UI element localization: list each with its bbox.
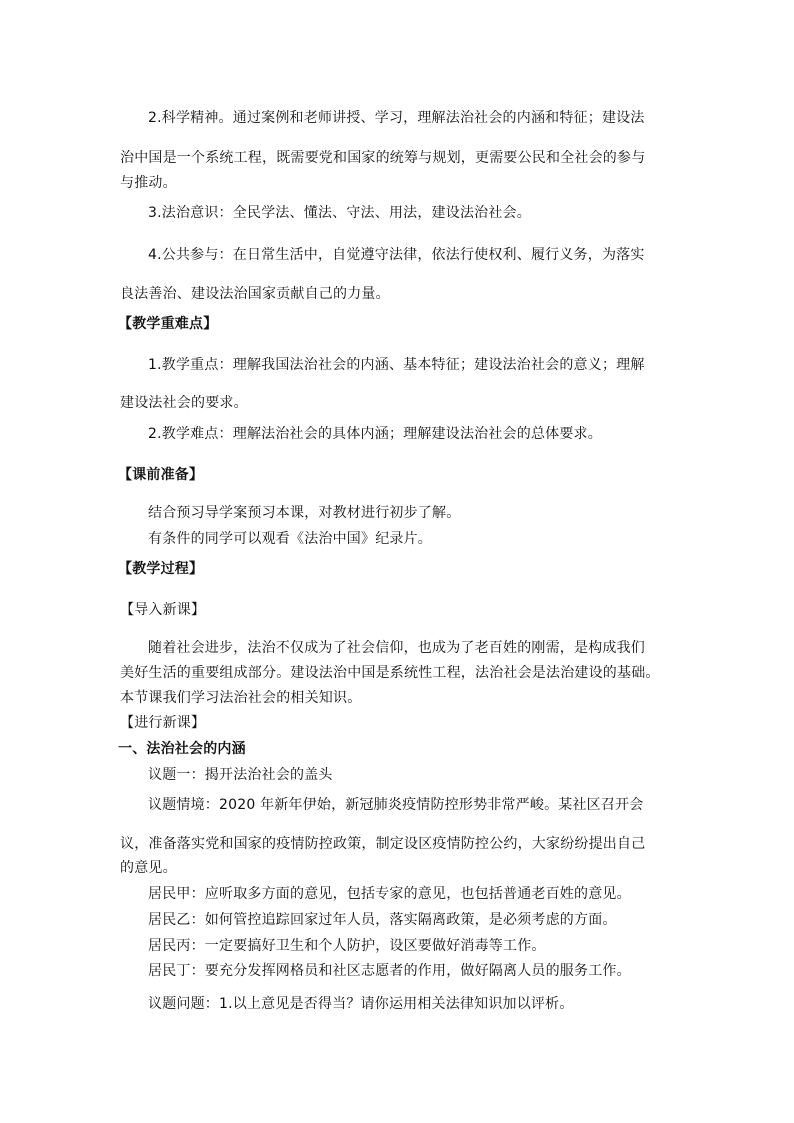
- text-line: 与推动。: [120, 175, 177, 191]
- text-line: 良法善治、建设法治国家贡献自己的力量。: [120, 286, 390, 302]
- text-line: 2.科学精神。通过案例和老师讲授、学习，理解法治社会的内涵和特征；建设法: [148, 110, 645, 126]
- text-line: 2.教学难点：理解法治社会的具体内涵；理解建设法治社会的总体要求。: [148, 426, 602, 442]
- section-heading: 【课前准备】: [118, 467, 204, 483]
- text-line: 居民甲：应听取多方面的意见，包括专家的意见，也包括普通老百姓的意见。: [148, 886, 631, 902]
- text-line: 有条件的同学可以观看《法治中国》纪录片。: [148, 531, 432, 547]
- section-heading: 【导入新课】: [120, 602, 206, 618]
- text-line: 美好生活的重要组成部分。建设法治中国是系统性工程，法治社会是法治建设的基础。: [120, 665, 660, 681]
- section-heading: 【教学重难点】: [118, 316, 218, 332]
- text-line: 居民丁：要充分发挥网格员和社区志愿者的作用，做好隔离人员的服务工作。: [148, 963, 631, 979]
- text-line: 议，准备落实党和国家的疫情防控政策，制定设区疫情防控公约，大家纷纷提出自己: [120, 836, 646, 852]
- text-line: 居民乙：如何管控追踪回家过年人员，落实隔离政策，是必须考虑的方面。: [148, 912, 617, 928]
- section-heading: 【进行新课】: [120, 715, 206, 731]
- subsection-heading: 一、法治社会的内涵: [118, 741, 246, 757]
- text-line: 议题情境：2020 年新年伊始，新冠肺炎疫情防控形势非常严峻。某社区召开会: [148, 797, 644, 813]
- text-line: 治中国是一个系统工程，既需要党和国家的统筹与规划，更需要公民和全社会的参与: [120, 150, 646, 166]
- text-line: 议题问题：1.以上意见是否得当？请你运用相关法律知识加以评析。: [148, 996, 574, 1012]
- section-heading: 【教学过程】: [118, 561, 204, 577]
- text-line: 的意见。: [120, 860, 177, 876]
- text-line: 1.教学重点：理解我国法治社会的内涵、基本特征；建设法治社会的意义；理解: [148, 357, 645, 373]
- text-line: 居民丙：一定要搞好卫生和个人防护，设区要做好消毒等工作。: [148, 938, 546, 954]
- text-line: 本节课我们学习法治社会的相关知识。: [120, 690, 362, 706]
- text-line: 议题一：揭开法治社会的盖头: [148, 767, 333, 783]
- text-line: 随着社会进步，法治不仅成为了社会信仰，也成为了老百姓的刚需，是构成我们: [148, 640, 645, 656]
- text-line: 4.公共参与：在日常生活中，自觉遵守法律，依法行使权利、履行义务，为落实: [148, 247, 645, 263]
- text-line: 建设法社会的要求。: [120, 395, 248, 411]
- text-line: 结合预习导学案预习本课，对教材进行初步了解。: [148, 505, 461, 521]
- text-line: 3.法治意识：全民学法、懂法、守法、用法，建设法治社会。: [148, 205, 531, 221]
